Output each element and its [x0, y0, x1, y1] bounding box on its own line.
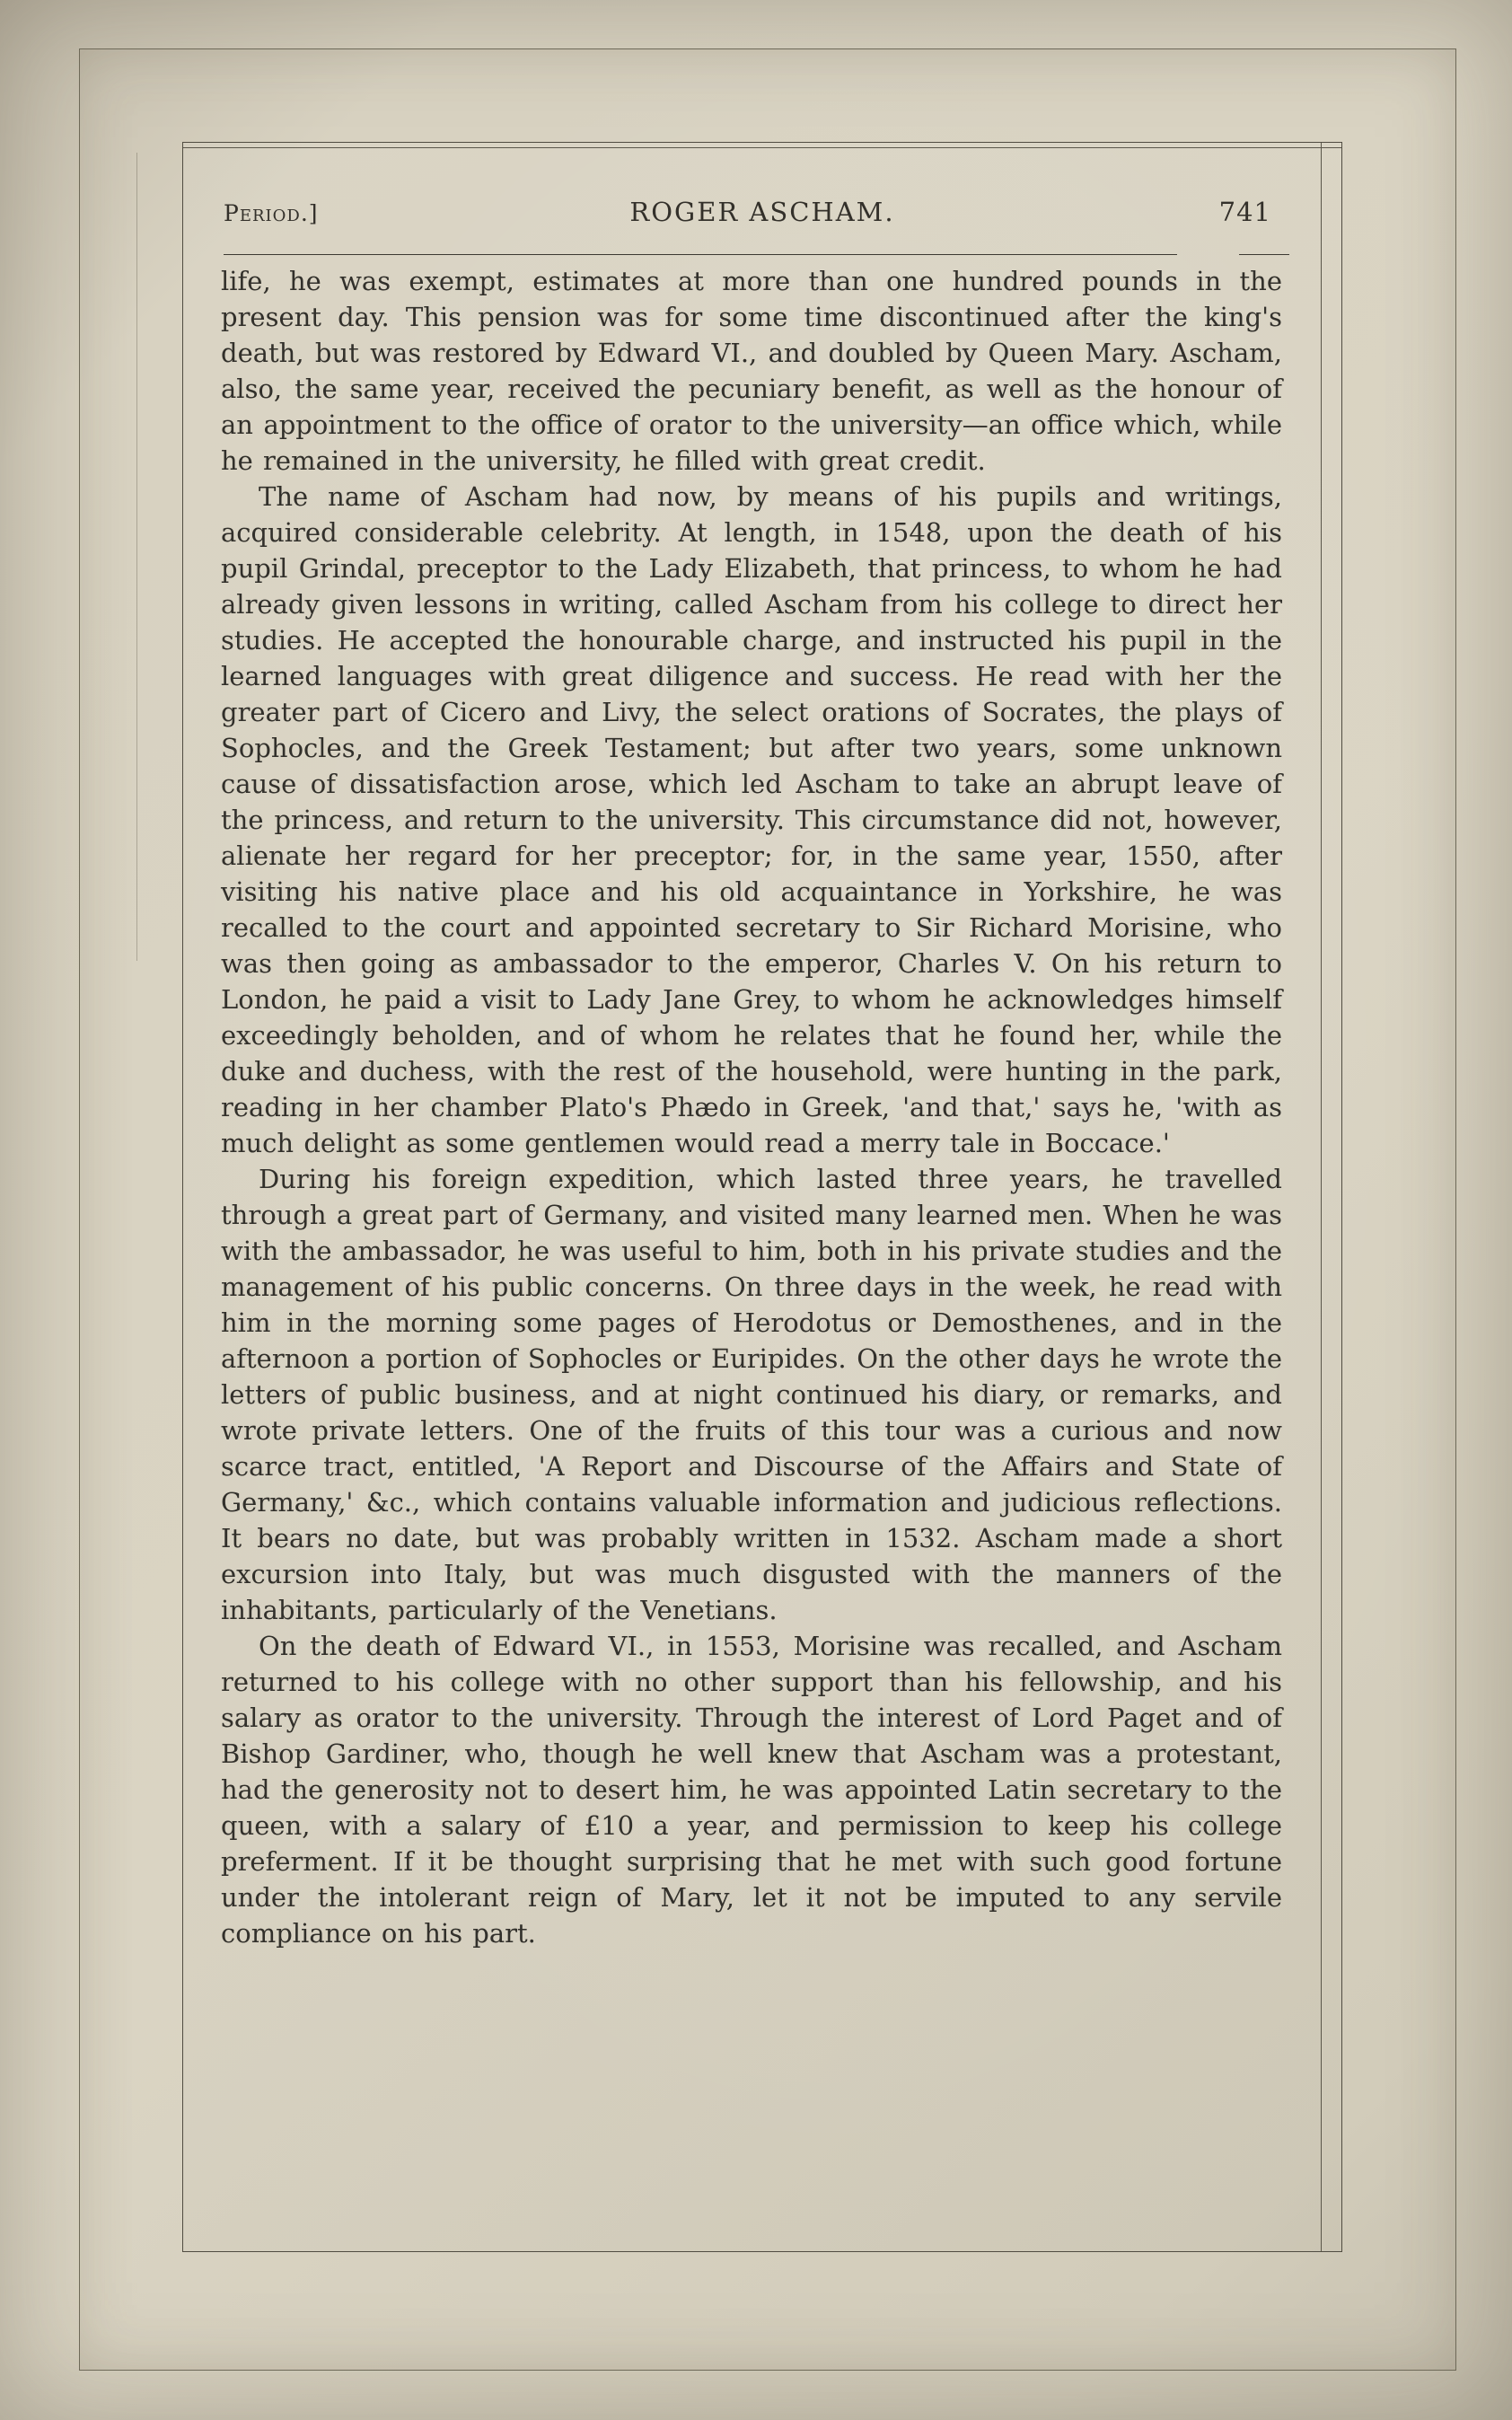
scan-artifact-line — [136, 153, 137, 961]
page-number: 741 — [1218, 197, 1271, 227]
header-rule — [224, 254, 1177, 255]
paragraph: During his foreign expedition, which lasted three years, he travelled through a great part of Germany, and visited many learned men. When he was with the ambassador, he was useful to him, both in his private studies and the management of his public concerns. On three days in the week, he read with him in the morning some pages of Herodotus or Demosthenes, and in the afternoon a portion of Sophocles or Euripides. On the other days he wrote the letters of public business, and at night continued his diary, or remarks, and wrote private letters. One of the fruits of this tour was a curious and now scarce tract, entitled, 'A Report and Discourse of the Affairs and State of Germany,' &c., which contains valuable information and judicious reflections. It bears no date, but was probably written in 1532. Ascham made a short excursion into Italy, but was much disgusted with the manners of the inhabitants, particularly of the Venetians. — [221, 1164, 1282, 1625]
header-section-label: Period.] — [224, 200, 319, 226]
body-text — [221, 263, 1282, 1951]
header-rule-dash — [1239, 254, 1289, 255]
paragraph: life, he was exempt, estimates at more than one hundred pounds in the present day. This pension was for some time discontinued after the king's death, but was restored by Edward VI., and doubled by Queen Mary. Ascham, also, the same year, received the pecuniary benefit, as well as the honour of an appointment to the office of orator to the university—an office which, while he remained in the university, he filled with great credit. — [221, 266, 1282, 476]
paragraph: On the death of Edward VI., in 1553, Morisine was recalled, and Ascham returned to his college with no other support than his fellowship, and his salary as orator to the university. Through the interest of Lord Paget and of Bishop Gardiner, who, though he well knew that Ascham was a protestant, had the generosity not to desert him, he was appointed Latin secretary to the queen, with a salary of £10 a year, and permission to keep his college preferment. If it be thought surprising that he met with such good fortune under the intolerant reign of Mary, let it not be imputed to any servile compliance on his part. — [221, 1631, 1282, 1949]
paragraph: The name of Ascham had now, by means of his pupils and writings, acquired considerable celebrity. At length, in 1548, upon the death of his pupil Grindal, preceptor to the Lady Elizabeth, that princess, to whom he had already given lessons in writing, called Ascham from his college to direct her studies. He accepted the honourable charge, and instructed his pupil in the learned languages with great diligence and success. He read with her the greater part of Cicero and Livy, the select orations of Socrates, the plays of Sophocles, and the Greek Testament; but after two years, some unknown cause of dissatisfaction arose, which led Ascham to take an abrupt leave of the princess, and return to the university. This circumstance did not, however, alienate her regard for her preceptor; for, in the same year, 1550, after visiting his native place and his old acquaintance in Yorkshire, he was recalled to the court and appointed secretary to Sir Richard Morisine, who was then going as ambassador to the emperor, Charles V. On his return to London, he paid a visit to Lady Jane Grey, to whom he acknowledges himself exceedingly beholden, and of whom he relates that he found her, while the duke and duchess, with the rest of the household, were hunting in the park, reading in her chamber Plato's Phædo in Greek, 'and that,' says he, 'with as much delight as some gentlemen would read a merry tale in Boccace.' — [221, 481, 1282, 1158]
inner-frame — [182, 142, 1342, 2252]
page-header — [183, 195, 1341, 240]
page-title: ROGER ASCHAM. — [629, 197, 895, 227]
